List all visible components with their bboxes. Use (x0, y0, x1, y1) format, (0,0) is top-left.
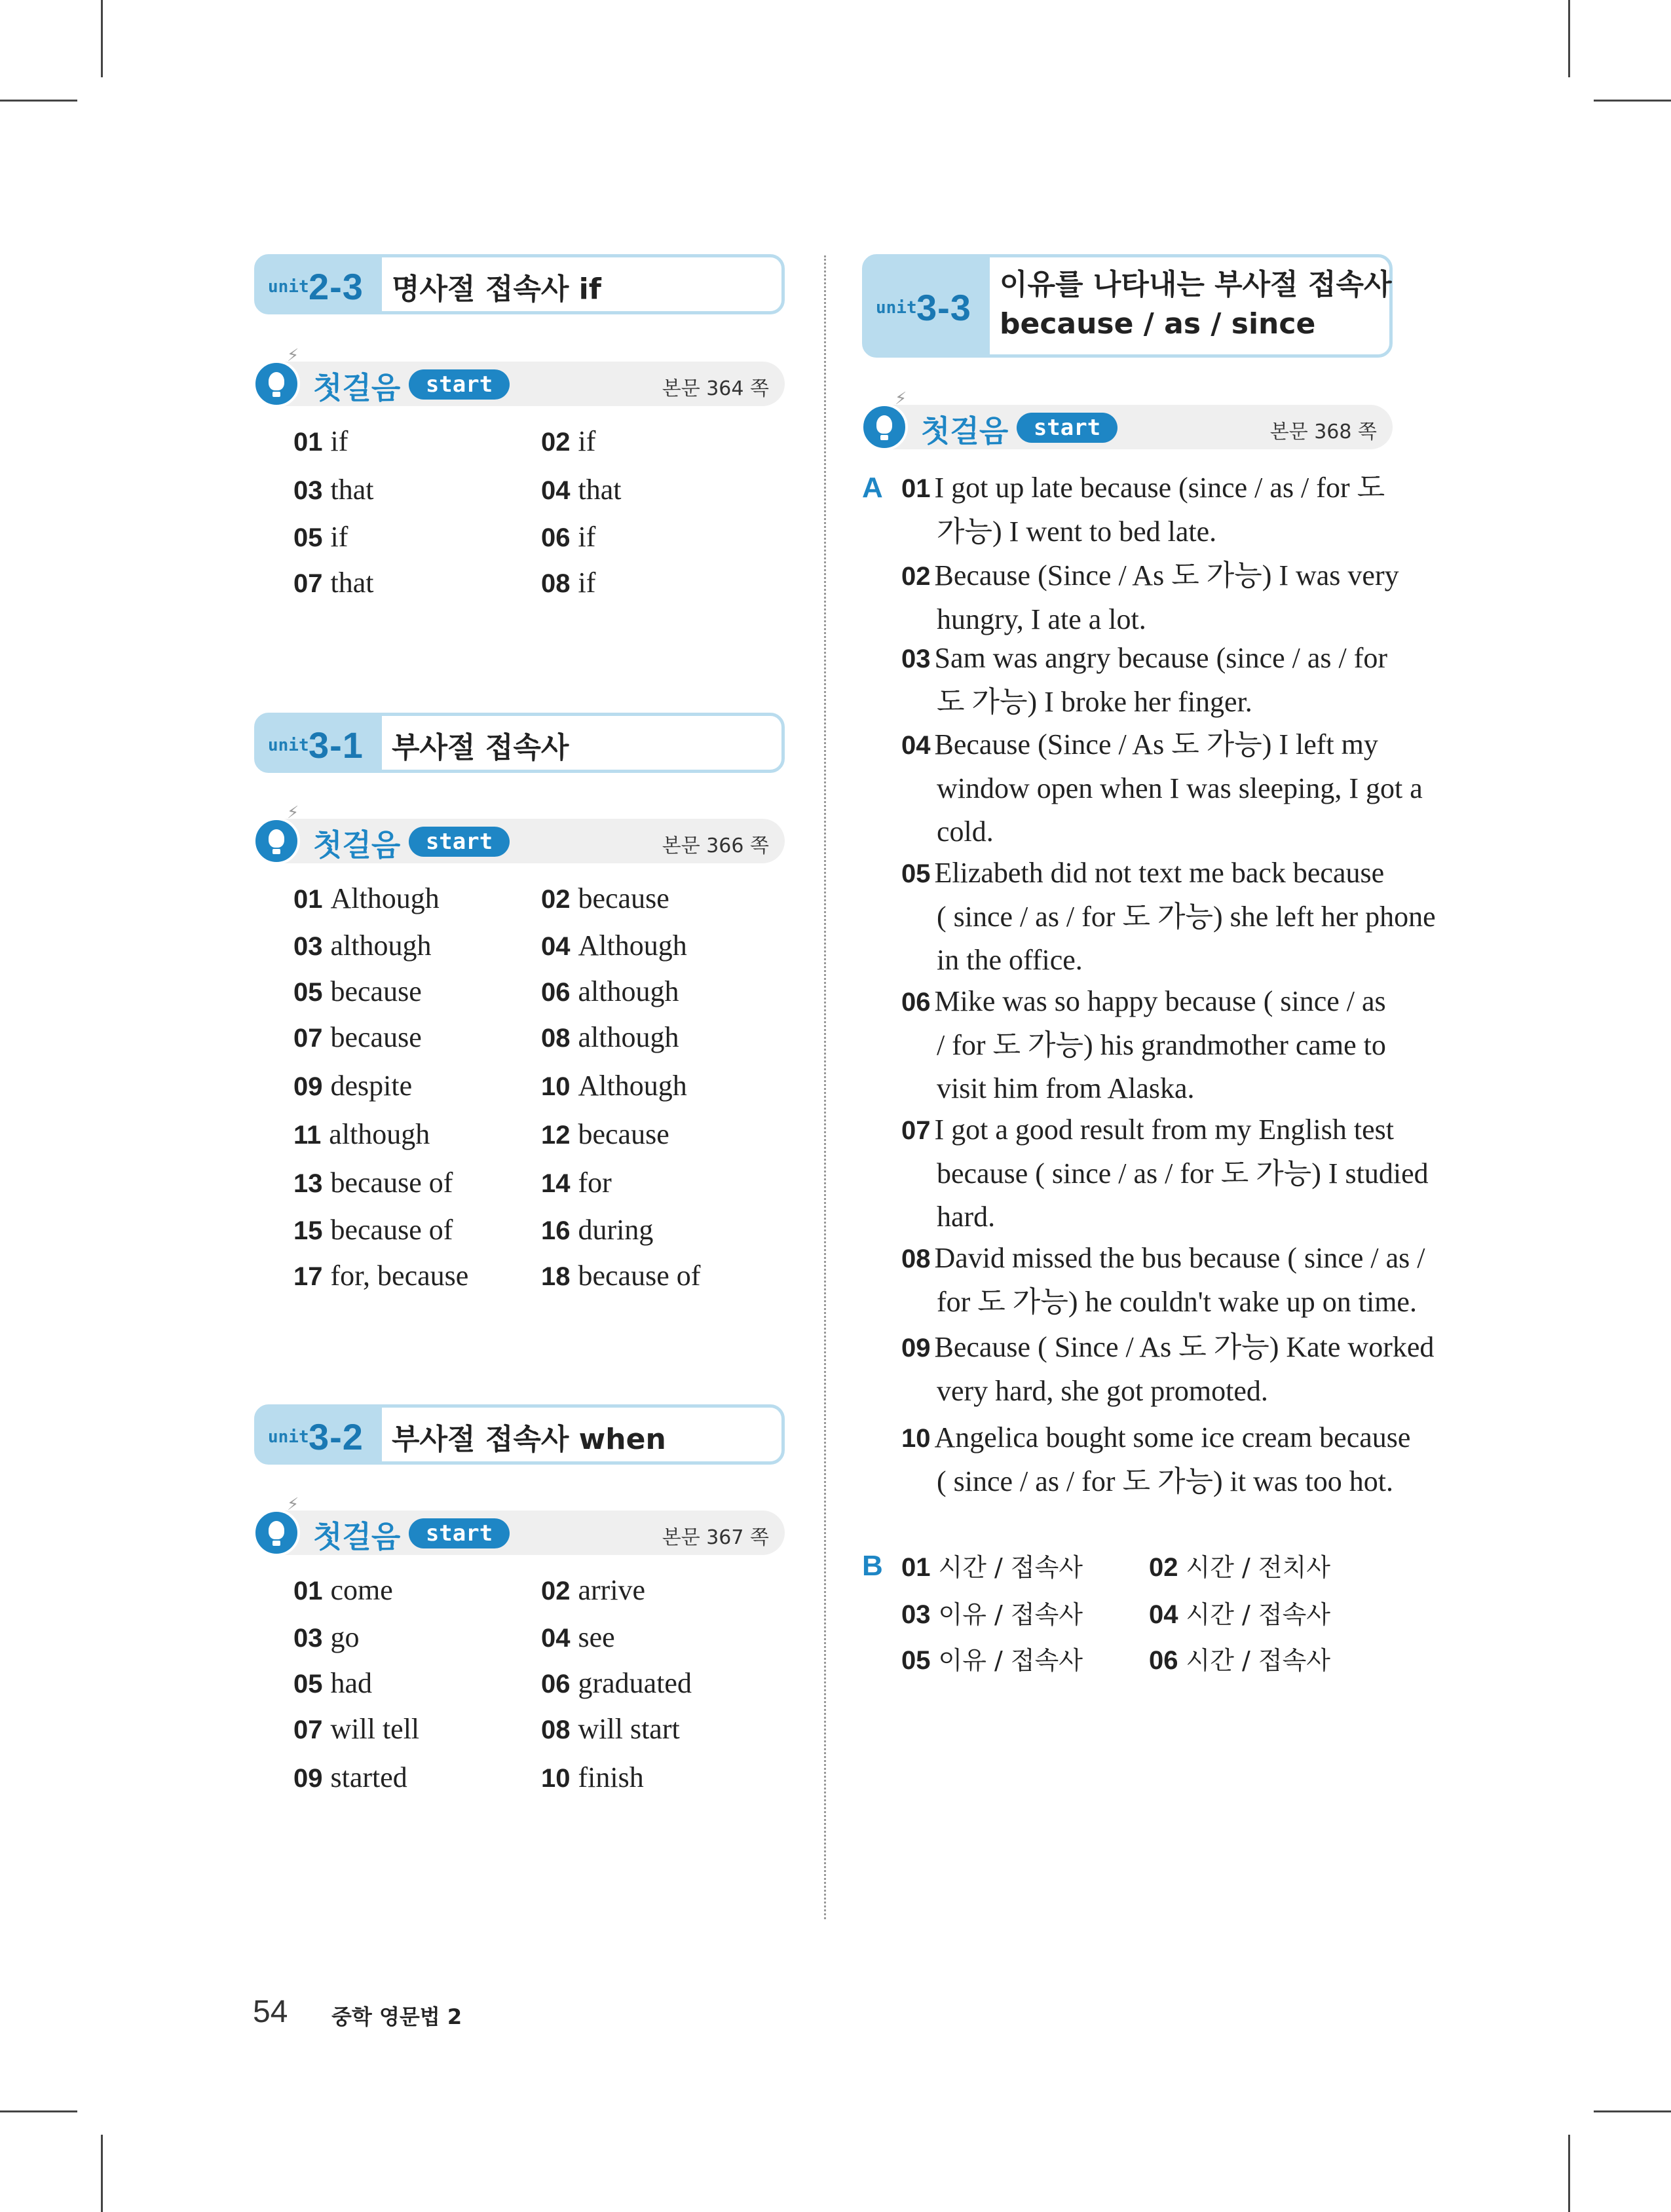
answer-item: 01 if (293, 425, 348, 457)
answer-item: 06 graduated (541, 1667, 692, 1699)
answer-item: 18 because of (541, 1260, 701, 1292)
answer-item: 02 Because (Since / As 도 가능) I was very hungry, I ate a lot. (901, 559, 1399, 635)
answer-item: 03 although (293, 929, 432, 962)
answer-item: 14 for (541, 1167, 612, 1199)
section-b-label: B (862, 1550, 883, 1582)
answer-item: 02 arrive (541, 1574, 646, 1606)
answer-item: 06 Mike was so happy because ( since / as / for 도 가능) his grandmother came to visit him from Alaska. (901, 985, 1386, 1104)
answer-item: 06 although (541, 975, 679, 1007)
answer-item: 05 had (293, 1667, 373, 1699)
unit-title-line2: because / as / since (1000, 307, 1316, 341)
column-divider (824, 255, 826, 1919)
crop-mark (101, 2135, 103, 2212)
unit-number: 2-3 (309, 266, 364, 307)
answer-item: 12 because (541, 1118, 669, 1150)
section-a-label: A (862, 472, 883, 504)
start-label-korean: 첫걸음 (313, 1519, 401, 1554)
start-label-korean: 첫걸음 (313, 827, 401, 863)
answer-item: 03 Sam was angry because (since / as / for 도 가능) I broke her finger. (901, 642, 1388, 718)
answer-item: 09 started (293, 1761, 407, 1793)
page-reference: 본문 366 쪽 (662, 834, 769, 857)
crop-mark (1568, 0, 1570, 77)
answer-item: 10 Angelica bought some ice cream because ( since / as / for 도 가능) it was too hot. (901, 1421, 1411, 1497)
answer-item: 06 시간 / 접속사 (1149, 1646, 1331, 1675)
answer-item: 05 if (293, 521, 348, 553)
answer-item: 13 because of (293, 1167, 453, 1199)
answer-item: 04 that (541, 474, 622, 506)
answer-item: 02 if (541, 425, 596, 457)
start-bar (254, 803, 785, 863)
unit-number: 3-1 (309, 724, 364, 766)
start-badge: start (409, 369, 510, 400)
answer-item: 09 Because ( Since / As 도 가능) Kate worked very hard, she got promoted. (901, 1331, 1435, 1407)
answer-item: 03 go (293, 1621, 360, 1653)
crop-mark (1568, 2135, 1570, 2212)
answer-item: 01 come (293, 1574, 393, 1606)
start-bar (254, 1495, 785, 1555)
spark-icon: ⚡ (895, 389, 907, 409)
unit-header-3-3 (862, 254, 1393, 358)
answer-item: 05 이유 / 접속사 (901, 1646, 1083, 1675)
unit-number: 3-3 (916, 287, 971, 328)
unit-title (1000, 265, 1392, 344)
answer-item: 02 시간 / 전치사 (1149, 1553, 1331, 1582)
book-title: 중학 영문법 2 (331, 2004, 462, 2029)
lightbulb-icon (253, 817, 300, 865)
answer-item: 07 will tell (293, 1713, 420, 1745)
start-label-korean: 첫걸음 (313, 370, 401, 405)
unit-header-2-3 (254, 254, 785, 314)
answer-item: 17 for, because (293, 1260, 469, 1292)
unit-header-3-1 (254, 713, 785, 773)
start-badge: start (409, 827, 510, 857)
answer-item: 08 David missed the bus because ( since / as / for 도 가능) he couldn't wake up on time. (901, 1242, 1425, 1318)
answer-item: 09 despite (293, 1070, 413, 1102)
crop-mark (0, 100, 77, 102)
answer-item: 16 during (541, 1214, 654, 1246)
answer-item: 15 because of (293, 1214, 453, 1246)
answer-item: 01 I got up late because (since / as / for 도 가능) I went to bed late. (901, 472, 1385, 548)
start-label-korean: 첫걸음 (921, 413, 1009, 449)
lightbulb-icon (253, 360, 300, 407)
start-badge: start (409, 1518, 510, 1548)
crop-mark (0, 2110, 77, 2112)
page-number: 54 (253, 1995, 288, 2029)
spark-icon: ⚡ (287, 346, 299, 366)
answer-item: 04 Because (Since / As 도 가능) I left my window open when I was sleeping, I got a cold. (901, 728, 1423, 848)
crop-mark (1594, 100, 1671, 102)
unit-title-line1: 이유를 나타내는 부사절 접속사 (1000, 268, 1392, 301)
unit-title: 부사절 접속사 when (392, 1423, 666, 1456)
unit-title: 부사절 접속사 (392, 731, 569, 764)
start-bar (254, 346, 785, 406)
answer-item: 07 because (293, 1021, 422, 1053)
lightbulb-icon (861, 403, 908, 451)
crop-mark (1594, 2110, 1671, 2112)
answer-item: 10 finish (541, 1761, 644, 1793)
unit-label: unit (268, 277, 309, 297)
answer-item: 04 시간 / 접속사 (1149, 1600, 1331, 1629)
page-reference: 본문 364 쪽 (662, 377, 769, 400)
unit-title: 명사절 접속사 if (392, 272, 601, 306)
answer-item: 04 Although (541, 929, 687, 962)
start-bar (862, 389, 1393, 449)
answer-item: 04 see (541, 1621, 615, 1653)
answer-item: 07 I got a good result from my English test because ( since / as / for 도 가능) I studied hard. (901, 1114, 1429, 1233)
page-reference: 본문 368 쪽 (1269, 421, 1377, 443)
unit-label: unit (268, 736, 309, 755)
answer-item: 01 시간 / 접속사 (901, 1553, 1083, 1582)
answer-item: 08 although (541, 1021, 679, 1053)
answer-item: 05 because (293, 975, 422, 1007)
answer-item: 03 이유 / 접속사 (901, 1600, 1083, 1629)
answer-item: 10 Although (541, 1070, 687, 1102)
page-reference: 본문 367 쪽 (662, 1526, 769, 1549)
unit-number: 3-2 (309, 1416, 364, 1457)
spark-icon: ⚡ (287, 1495, 299, 1514)
answer-item: 08 will start (541, 1713, 680, 1745)
unit-label: unit (268, 1427, 309, 1447)
unit-header-3-2 (254, 1404, 785, 1465)
answer-item: 05 Elizabeth did not text me back because ( since / as / for 도 가능) she left her phone in the office. (901, 857, 1436, 976)
answer-item: 03 that (293, 474, 374, 506)
answer-item: 02 because (541, 882, 669, 914)
answer-item: 11 although (293, 1118, 430, 1150)
unit-label: unit (876, 298, 917, 318)
start-badge: start (1017, 413, 1117, 443)
answer-item: 07 that (293, 567, 374, 599)
lightbulb-icon (253, 1509, 300, 1556)
answer-item: 06 if (541, 521, 596, 553)
spark-icon: ⚡ (287, 803, 299, 823)
answer-item: 08 if (541, 567, 596, 599)
answer-item: 01 Although (293, 882, 440, 914)
crop-mark (101, 0, 103, 77)
